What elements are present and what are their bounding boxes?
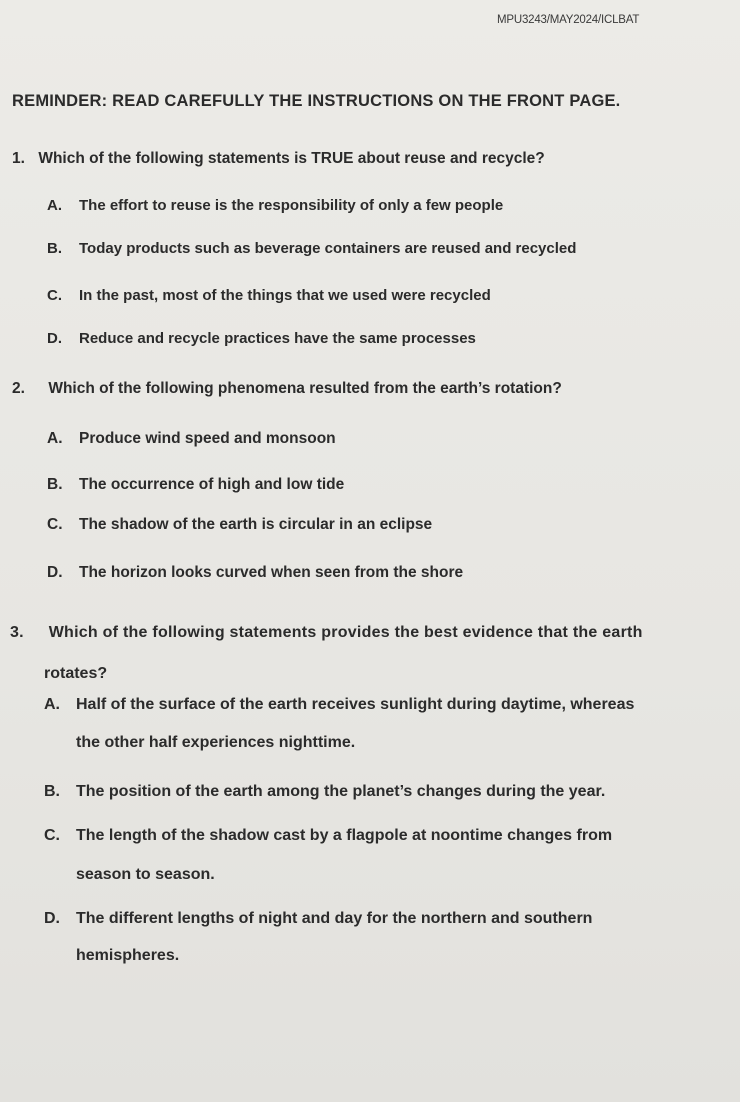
question-1 <box>12 150 545 168</box>
option-text-line-1: The length of the shadow cast by a flagpole at noontime changes from <box>76 827 613 844</box>
option-letter: A. <box>47 430 63 447</box>
question-text: Which of the following phenomena resulted from the earth’s rotation? <box>48 380 562 397</box>
q1-option-c <box>47 287 491 304</box>
option-text: The effort to reuse is the responsibility of only a few people <box>79 197 504 214</box>
question-text-line-1: Which of the following statements provides the best evidence that the earth <box>48 624 643 641</box>
q3-option-d-line-2: hemispheres. <box>76 947 180 964</box>
paper-code: MPU3243/MAY2024/ICLBAT <box>497 14 640 26</box>
option-text-line-1: Half of the surface of the earth receives sunlight during daytime, whereas <box>76 696 635 713</box>
question-text: Which of the following statements is TRUE about reuse and recycle? <box>38 150 545 167</box>
option-text: Produce wind speed and monsoon <box>79 430 336 447</box>
reminder-note: REMINDER: READ CAREFULLY THE INSTRUCTIONS ON THE FRONT PAGE. <box>12 92 621 110</box>
q2-option-c <box>47 516 432 534</box>
q2-option-a <box>47 430 336 448</box>
q3-option-a-line-2: the other half experiences nighttime. <box>76 734 356 751</box>
q2-option-d <box>47 564 463 582</box>
q3-option-b <box>44 783 605 801</box>
option-text: The occurrence of high and low tide <box>79 476 345 493</box>
q3-option-d <box>44 910 592 928</box>
option-text: The horizon looks curved when seen from the shore <box>79 564 464 581</box>
question-number: 3. <box>10 624 24 641</box>
question-3 <box>10 624 643 642</box>
q3-option-c <box>44 827 612 845</box>
option-letter: D. <box>47 330 62 347</box>
option-letter: C. <box>44 827 60 844</box>
option-letter: A. <box>44 696 60 713</box>
question-text-line-2: rotates? <box>44 665 108 682</box>
q3-option-c-line-2: season to season. <box>76 866 215 883</box>
option-text: The shadow of the earth is circular in an eclipse <box>79 516 433 533</box>
question-number: 1. <box>12 150 25 167</box>
q3-option-a <box>44 696 634 714</box>
option-text-line-1: The position of the earth among the planet’s changes during the year. <box>76 783 606 800</box>
option-letter: D. <box>47 564 63 581</box>
option-letter: A. <box>47 197 62 214</box>
option-text-line-1: The different lengths of night and day for the northern and southern <box>76 910 593 927</box>
option-letter: B. <box>44 783 60 800</box>
option-letter: C. <box>47 516 63 533</box>
option-text: In the past, most of the things that we used were recycled <box>79 287 491 304</box>
q2-option-b <box>47 476 344 494</box>
option-letter: C. <box>47 287 62 304</box>
option-letter: D. <box>44 910 60 927</box>
option-text: Today products such as beverage containers are reused and recycled <box>79 240 577 257</box>
option-text: Reduce and recycle practices have the same processes <box>79 330 476 347</box>
option-letter: B. <box>47 476 63 493</box>
q1-option-a <box>47 197 503 214</box>
q1-option-d <box>47 330 476 347</box>
option-letter: B. <box>47 240 62 257</box>
question-2 <box>12 380 562 398</box>
question-number: 2. <box>12 380 25 397</box>
q1-option-b <box>47 240 576 257</box>
